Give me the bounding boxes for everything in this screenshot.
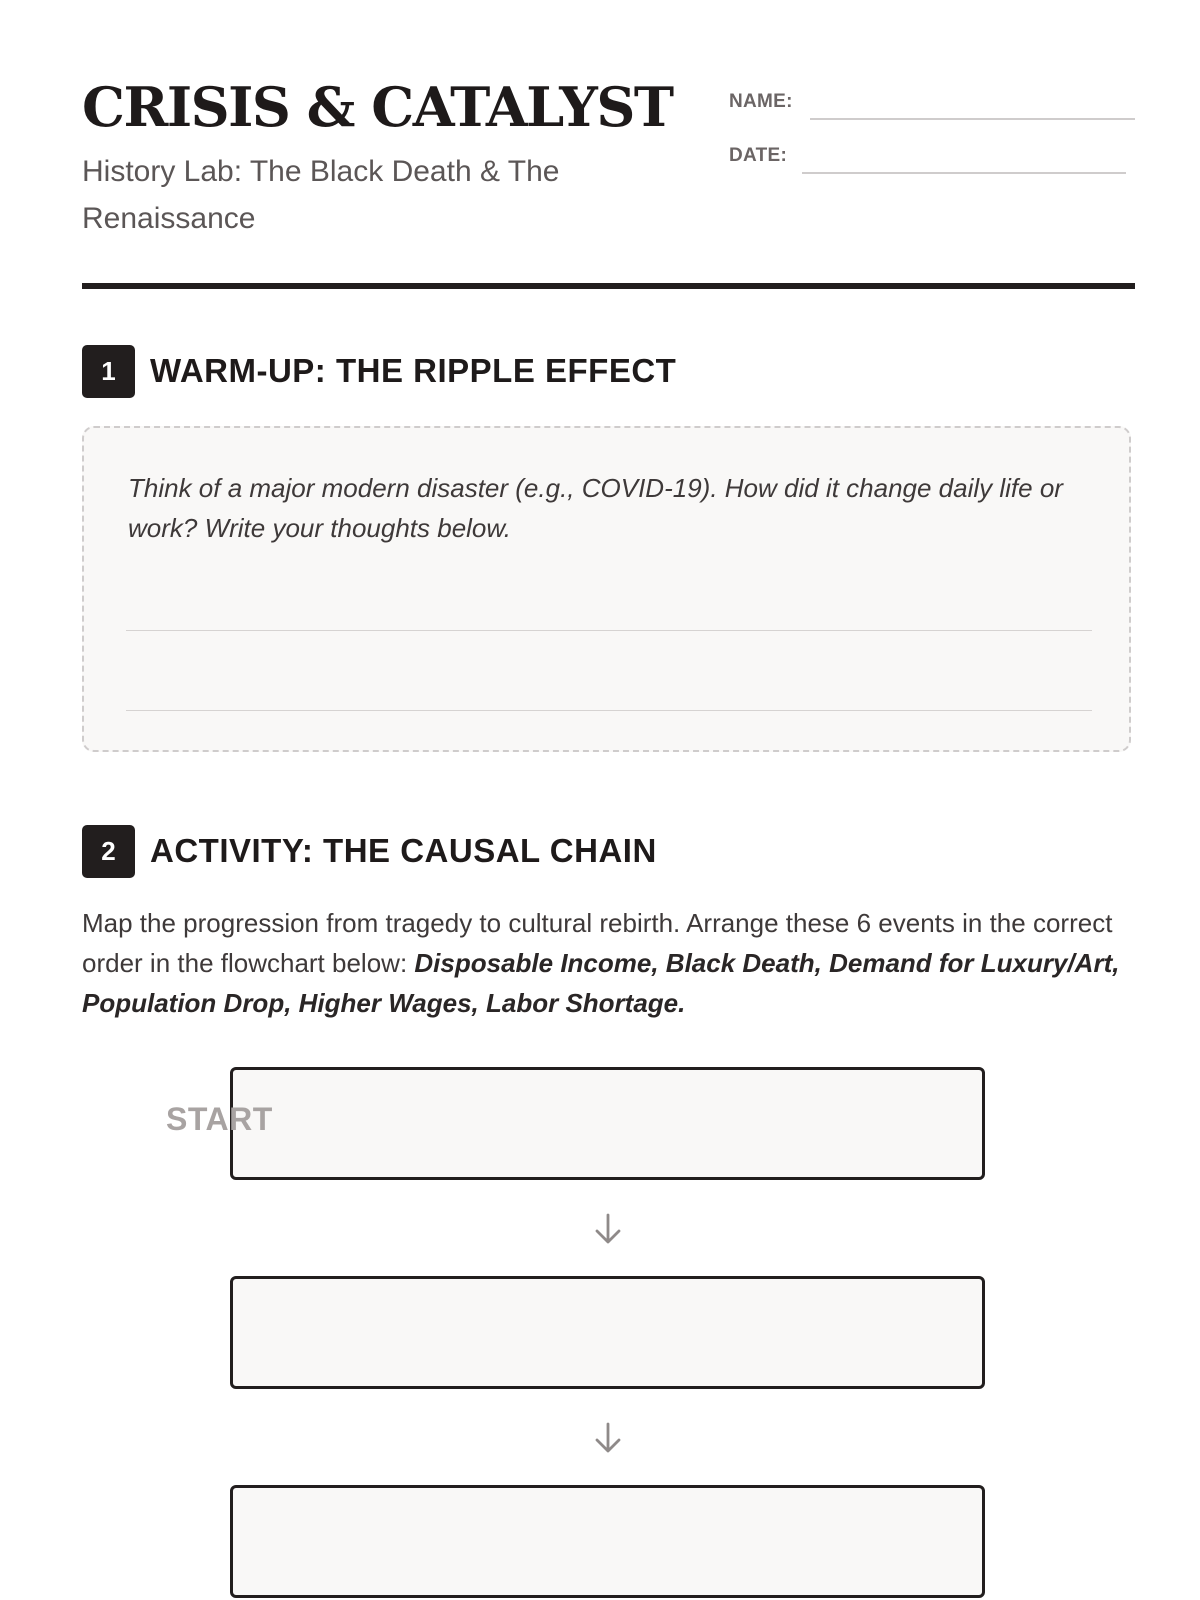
arrow-down-icon xyxy=(593,1212,623,1246)
date-label: DATE: xyxy=(729,145,788,166)
flowchart-box-3[interactable] xyxy=(230,1485,985,1598)
section-1-title: WARM-UP: THE RIPPLE EFFECT xyxy=(150,352,677,389)
activity-instructions xyxy=(82,903,1137,1023)
section-2-number-badge: 2 xyxy=(82,825,135,878)
events-list: Disposable Income, Black Death, Demand for Luxury/Art, Population Drop, Higher Wages, Labor Shortage. xyxy=(82,948,1120,1018)
header-divider xyxy=(82,283,1135,289)
worksheet-subtitle: History Lab: The Black Death & The Renaissance xyxy=(82,155,560,235)
flowchart-box-1[interactable] xyxy=(230,1067,985,1180)
warmup-prompt: Think of a major modern disaster (e.g., COVID-19). How did it change daily life or work? Write your thoughts below. xyxy=(128,473,1063,543)
warmup-answer-box[interactable] xyxy=(82,426,1131,752)
instructions-text: Map the progression from tragedy to cultural rebirth. Arrange these 6 events in the correct order in the flowchart below: xyxy=(82,908,1113,978)
name-field[interactable] xyxy=(810,118,1135,120)
flowchart-box-2[interactable] xyxy=(230,1276,985,1389)
date-field[interactable] xyxy=(802,172,1126,174)
name-label: NAME: xyxy=(729,91,793,112)
answer-line[interactable] xyxy=(126,710,1092,711)
start-label: START xyxy=(166,1101,273,1137)
section-2-title: ACTIVITY: THE CAUSAL CHAIN xyxy=(150,832,657,869)
arrow-down-icon xyxy=(593,1421,623,1455)
section-1-number-badge: 1 xyxy=(82,345,135,398)
answer-line[interactable] xyxy=(126,630,1092,631)
worksheet-title: CRISIS & CATALYST xyxy=(82,75,673,139)
